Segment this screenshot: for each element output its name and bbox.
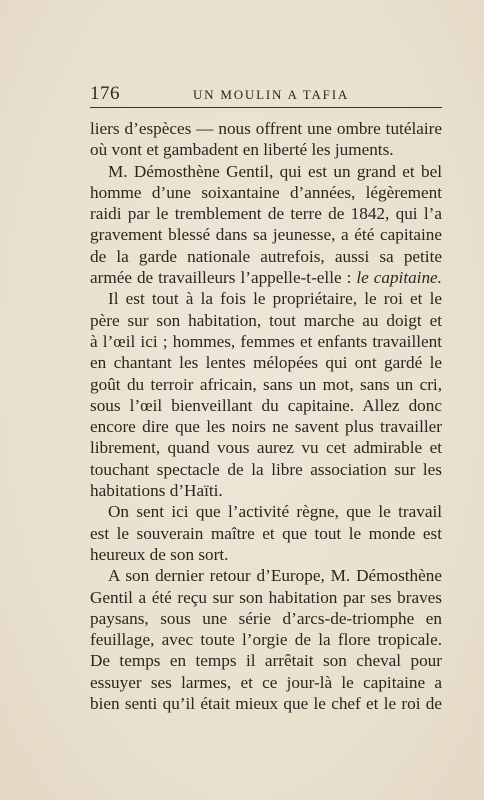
text-line-content: en chantant les lentes mélopées qui ont gardé le bbox=[90, 353, 442, 373]
text-line bbox=[90, 374, 442, 395]
text-line-content: M. Démosthène Gentil, qui est un grand et bel bbox=[108, 161, 442, 181]
text-line-content: est le souverain maître et que tout le monde est bbox=[90, 523, 442, 543]
text-line bbox=[90, 310, 442, 331]
text-line bbox=[90, 182, 442, 203]
text-line-content: père sur son habitation, tout marche au doigt et bbox=[90, 310, 442, 330]
text-line-content: à l’œil ici ; hommes, femmes et enfants travaillent bbox=[90, 331, 442, 351]
text-line-content: On sent ici que l’activité règne, que le travail bbox=[108, 502, 442, 522]
text-line-content: de la garde nationale autrefois, aussi sa petite bbox=[90, 246, 442, 266]
text-line-content: raidi par le tremblement de terre de 1842, qui l’a bbox=[90, 204, 442, 224]
text-line bbox=[90, 650, 442, 671]
text-line-content: essuyer ses larmes, et ce jour-là le capitaine a bbox=[90, 672, 442, 692]
text-line-content: bien senti qu’il était mieux que le chef et le roi de bbox=[90, 694, 442, 714]
text-line-content: gravement blessé dans sa jeunesse, a été capitaine bbox=[90, 225, 442, 245]
text-line bbox=[90, 288, 442, 309]
text-line-content: goût du terroir africain, sans un mot, sans un cri, bbox=[90, 374, 442, 394]
text-line bbox=[90, 118, 442, 139]
text-line bbox=[90, 480, 442, 501]
text-line bbox=[90, 395, 442, 416]
text-line bbox=[90, 246, 442, 267]
text-line bbox=[90, 331, 442, 352]
text-line-content: Gentil a été reçu sur son habitation par ses braves bbox=[90, 587, 442, 607]
page-header bbox=[90, 83, 442, 105]
text-line bbox=[90, 224, 442, 245]
text-line-content: armée de travailleurs l’appelle-t-elle : bbox=[90, 268, 352, 288]
text-line bbox=[90, 203, 442, 224]
text-line-content: A son dernier retour d’Europe, M. Démosthène bbox=[108, 566, 442, 586]
text-line-content: où vont et gambadent en liberté les juments. bbox=[90, 140, 394, 160]
text-line-content: Il est tout à la fois le propriétaire, le roi et le bbox=[108, 289, 442, 309]
text-line bbox=[90, 501, 442, 522]
text-line-content: encore dire que les noirs ne savent plus travailler bbox=[90, 417, 442, 437]
text-line-content: heureux de son sort. bbox=[90, 544, 229, 564]
text-line bbox=[90, 672, 442, 693]
text-line-content: feuillage, avec toute l’orgie de la flore tropicale. bbox=[90, 630, 442, 650]
text-line-content: liers d’espèces — nous offrent une ombre tutélaire bbox=[90, 119, 442, 138]
text-line-content: librement, quand vous aurez vu cet admirable et bbox=[90, 438, 442, 458]
text-line bbox=[90, 139, 442, 160]
page-number: 176 bbox=[90, 83, 120, 104]
text-line bbox=[90, 161, 442, 182]
text-line-content: paysans, sous une série d’arcs-de-triomphe en bbox=[90, 608, 442, 628]
text-line-content: habitations d’Haïti. bbox=[90, 481, 223, 501]
text-line-content: De temps en temps il arrêtait son cheval pour bbox=[90, 651, 442, 671]
text-line bbox=[90, 437, 442, 458]
text-line bbox=[90, 352, 442, 373]
text-line bbox=[90, 416, 442, 437]
text-line-content: touchant spectacle de la libre association sur les bbox=[90, 459, 442, 479]
text-line bbox=[90, 565, 442, 586]
text-line bbox=[90, 544, 442, 565]
text-line bbox=[90, 459, 442, 480]
text-line bbox=[90, 523, 442, 544]
text-line bbox=[90, 608, 442, 629]
text-line-content: sous l’œil bienveillant du capitaine. Allez donc bbox=[90, 395, 442, 415]
header-rule bbox=[90, 107, 442, 108]
text-line bbox=[90, 629, 442, 650]
italic-phrase: le capitaine. bbox=[356, 268, 442, 288]
text-line-content: homme d’une soixantaine d’années, légèrement bbox=[90, 182, 442, 202]
body-text bbox=[90, 118, 442, 714]
text-line bbox=[90, 587, 442, 608]
text-line bbox=[90, 267, 442, 288]
text-line bbox=[90, 693, 442, 714]
running-title: UN MOULIN A TAFIA bbox=[192, 87, 350, 102]
